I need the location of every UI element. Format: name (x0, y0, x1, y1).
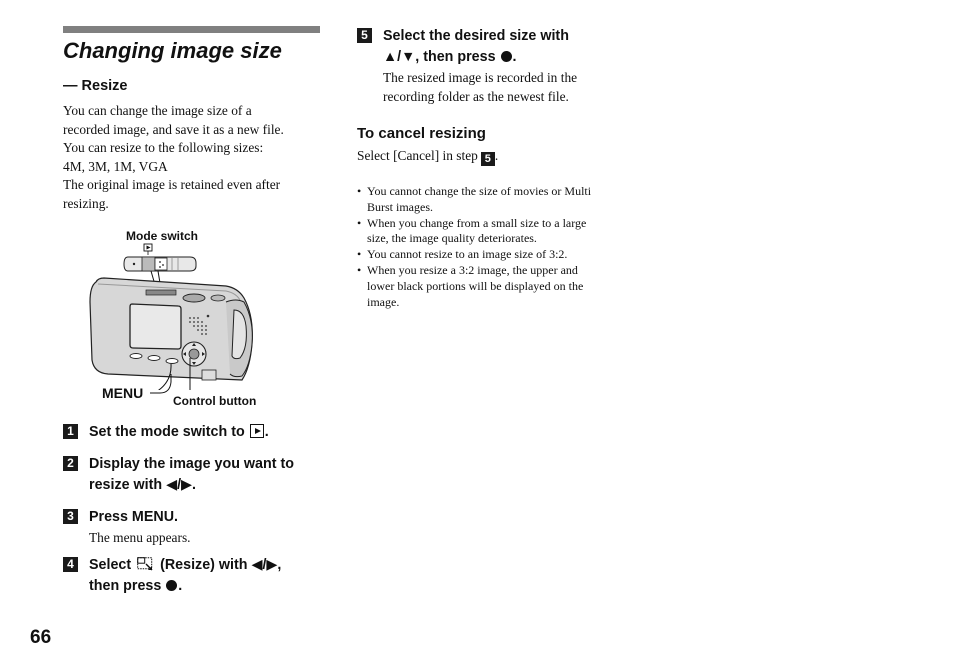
intro-line: The original image is retained even after (63, 177, 281, 192)
note-line: Burst images. (367, 199, 433, 214)
step-reference: 5 (481, 152, 495, 166)
title-rule (63, 26, 320, 33)
intro-paragraph (63, 102, 323, 213)
step-text: . (264, 424, 269, 440)
step-number: 4 (63, 557, 78, 572)
cancel-instruction-end: . (494, 148, 499, 163)
step-body: recording folder as the newest file. (383, 88, 569, 104)
step-4 (63, 555, 281, 597)
note-line: lower black portions will be displayed on the (367, 278, 584, 293)
page-number: 66 (30, 627, 52, 648)
step-text: Select the desired size with (383, 28, 569, 44)
note-line: • When you resize a 3:2 image, the upper and (367, 262, 578, 277)
step-1 (63, 422, 269, 443)
camera-illustration (86, 240, 266, 390)
note-line: • You cannot resize to an image size of 3:2. (367, 247, 568, 262)
intro-line: You can resize to the following sizes: (63, 140, 264, 155)
note-item (357, 216, 617, 248)
step-text: (Resize) with ◀/▶, (160, 557, 282, 573)
page-title: Changing image size (63, 38, 282, 63)
menu-label: MENU (102, 385, 144, 401)
note-line: • When you change from a small size to a large (367, 215, 587, 230)
resize-icon (137, 557, 154, 571)
note-item (357, 247, 617, 263)
mode-switch-zoom (124, 257, 196, 271)
step-text: then press (89, 578, 162, 594)
menu-leader-line (150, 374, 190, 398)
step-text: Display the image you want to (89, 456, 294, 472)
step-number: 2 (63, 456, 78, 471)
cancel-heading: To cancel resizing (357, 125, 486, 142)
step-text: . (178, 578, 183, 594)
note-item (357, 184, 617, 216)
intro-line: resizing. (63, 195, 109, 211)
center-button-icon (501, 51, 512, 62)
step-text: . (512, 49, 517, 65)
step-3 (63, 507, 191, 548)
step-5 (357, 26, 577, 106)
note-line: size, the image quality deteriorates. (367, 231, 537, 246)
step-text: Press MENU. (89, 509, 178, 525)
notes-list (357, 184, 617, 310)
playback-icon (144, 244, 152, 255)
step-2 (63, 454, 294, 496)
cancel-instruction: Select [Cancel] in step (357, 148, 478, 163)
step-number: 3 (63, 509, 78, 524)
cancel-text (357, 148, 498, 166)
step-body: The menu appears. (89, 530, 191, 545)
step-body: The resized image is recorded in the (383, 70, 578, 85)
section-subtitle: — Resize (63, 78, 128, 94)
intro-line: recorded image, and save it as a new file. (63, 121, 284, 137)
playback-icon (250, 424, 264, 438)
note-line: image. (367, 294, 400, 309)
intro-line: You can change the image size of a (63, 103, 252, 118)
control-button-label: Control button (173, 394, 257, 408)
step-number: 1 (63, 424, 78, 439)
mode-switch-label: Mode switch (126, 229, 199, 243)
intro-line: 4M, 3M, 1M, VGA (63, 158, 168, 174)
step-text: Select (89, 557, 132, 573)
step-text: ▲/▼, then press (383, 49, 496, 65)
step-text: Set the mode switch to (89, 424, 245, 440)
step-number: 5 (357, 28, 372, 43)
note-item (357, 263, 617, 310)
note-line: • You cannot change the size of movies or Multi (367, 184, 592, 198)
step-text: resize with ◀/▶. (89, 477, 197, 493)
center-button-icon (166, 580, 177, 591)
